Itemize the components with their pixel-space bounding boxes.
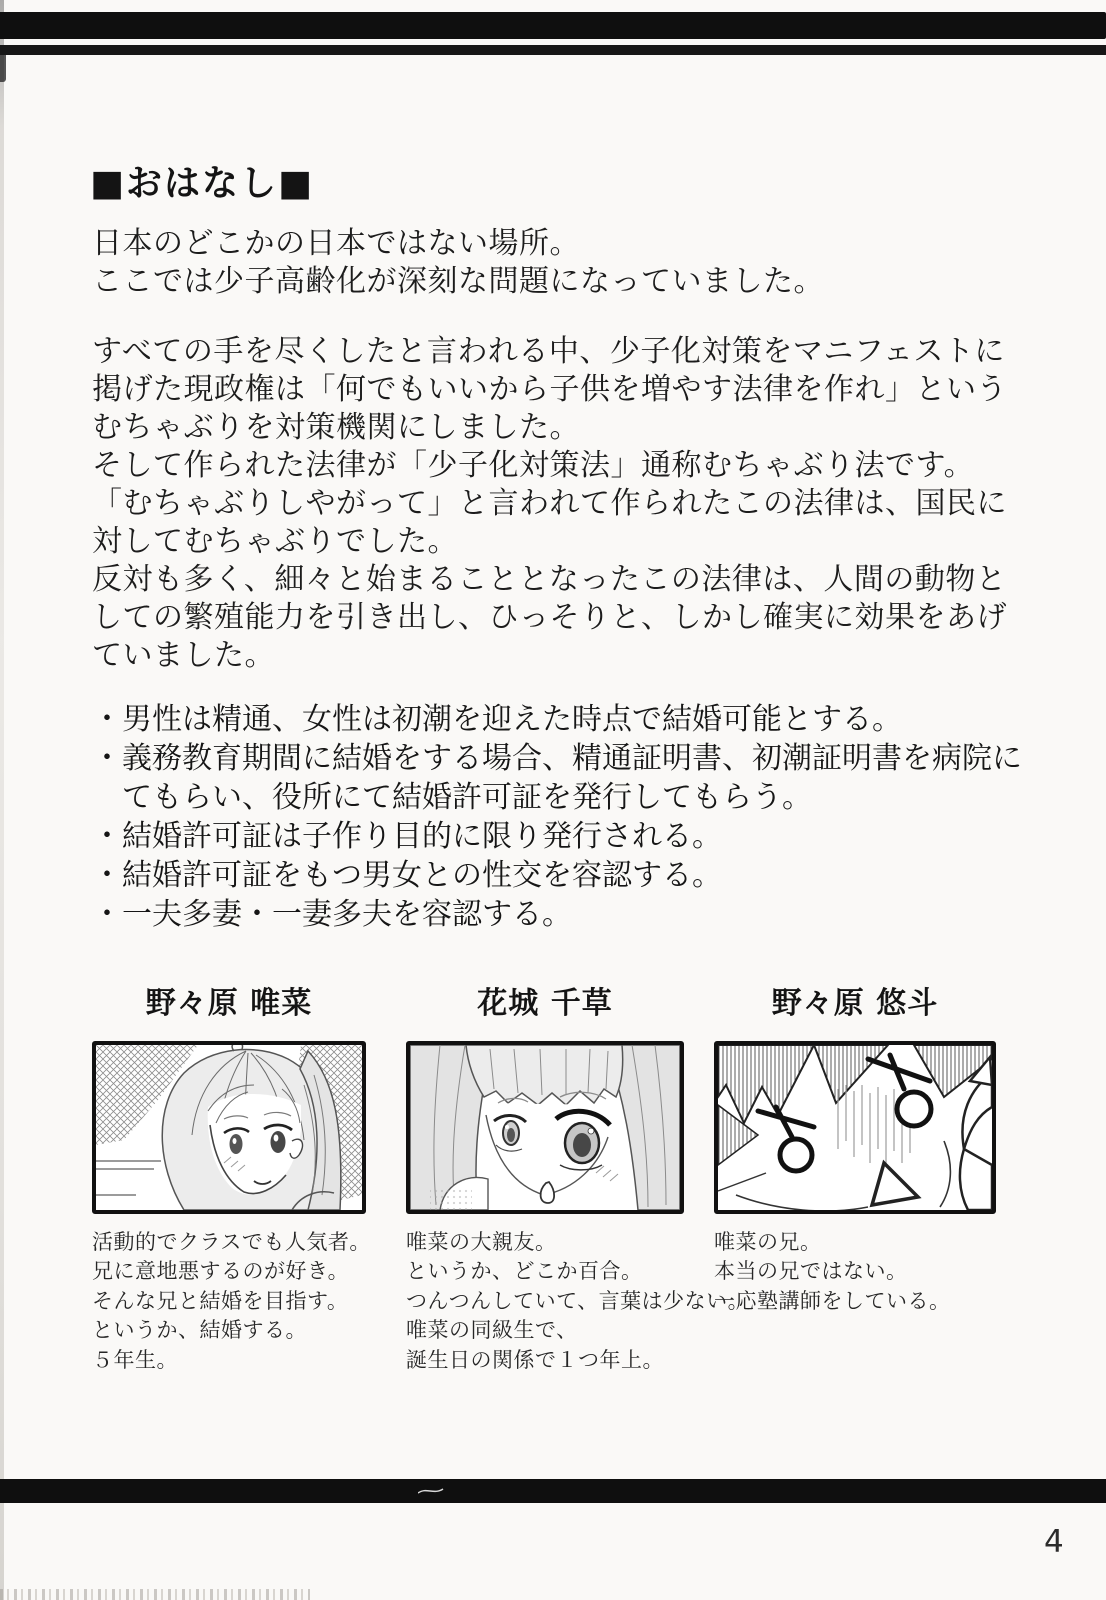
character-portrait-frame [714, 1041, 996, 1214]
character-card-chigusa [406, 978, 750, 1375]
description-line: というか、結婚する。 [92, 1318, 307, 1343]
story-line: しての繁殖能力を引き出し、ひっそりと、しかし確実に効果をあげ [92, 600, 1007, 635]
rule-item [92, 700, 1026, 739]
rule-item [92, 739, 1026, 817]
scan-scratch-mark [418, 1487, 444, 1495]
story-line: すべての手を尽くしたと言われる中、少子化対策をマニフェストに [92, 334, 1005, 369]
description-line: ５年生。 [92, 1347, 178, 1372]
rule-text: 結婚許可証は子作り目的に限り発行される。 [122, 819, 722, 854]
story-line: むちゃぶりを対策機関にしました。 [92, 410, 580, 445]
rule-item [92, 817, 1026, 856]
rules-list [92, 700, 1026, 934]
story-line: 掲げた現政権は「何でもいいから子供を増やす法律を作れ」という [92, 372, 1007, 407]
rule-item [92, 856, 1026, 895]
page-title: ■おはなし■ [90, 163, 315, 204]
page-left-edge-shadow [0, 0, 4, 1600]
yuina-portrait-art [96, 1045, 362, 1210]
chigusa-portrait-art [410, 1045, 680, 1210]
rule-text: 義務教育期間に結婚をする場合、精通証明書、初潮証明書を病院にてもらい、役所にて結婚許可証を発行してもらう。 [122, 741, 1022, 815]
bullet-marker: ・ [92, 741, 122, 776]
character-description [714, 1228, 996, 1316]
rule-item [92, 895, 1026, 934]
header-bar-thick [0, 12, 1106, 39]
description-line: 活動的でクラスでも人気者。 [92, 1230, 371, 1254]
story-line: 日本のどこかの日本ではない場所。 [92, 226, 580, 261]
yuuto-portrait-art [718, 1045, 992, 1210]
character-name: 花城 千草 [477, 986, 613, 1021]
description-line: 本当の兄ではない。 [714, 1259, 908, 1284]
story-line: 「むちゃぶりしやがって」と言われて作られたこの法律は、国民に [92, 486, 1007, 521]
description-line: 唯菜の兄。 [714, 1230, 822, 1254]
rule-text: 一夫多妻・一妻多夫を容認する。 [122, 897, 572, 932]
description-line: というか、どこか百合。 [406, 1259, 643, 1284]
bullet-marker: ・ [92, 858, 122, 893]
character-name: 野々原 悠斗 [771, 986, 939, 1021]
character-portrait-frame [406, 1041, 684, 1214]
story-body-paragraph [92, 333, 1007, 675]
description-line: 唯菜の大親友。 [406, 1230, 557, 1254]
rule-text: 結婚許可証をもつ男女との性交を容認する。 [122, 858, 722, 893]
character-card-yuuto [714, 978, 996, 1316]
bullet-marker: ・ [92, 897, 122, 932]
story-line: ていました。 [92, 638, 275, 673]
description-line: 一応塾講師をしている。 [714, 1288, 951, 1313]
story-line: そして作られた法律が「少子化対策法」通称むちゃぶり法です。 [92, 448, 975, 483]
rule-text: 男性は精通、女性は初潮を迎えた時点で結婚可能とする。 [122, 702, 902, 737]
header-bar-thin [0, 45, 1106, 55]
character-description [406, 1228, 750, 1375]
description-line: 唯菜の同級生で、 [406, 1318, 578, 1343]
page-number: 4 [1044, 1524, 1064, 1560]
character-name: 野々原 唯菜 [145, 986, 313, 1021]
bullet-marker: ・ [92, 819, 122, 854]
description-line: そんな兄と結婚を目指す。 [92, 1288, 349, 1313]
story-line: ここでは少子高齢化が深刻な問題になっていました。 [92, 264, 824, 299]
character-card-yuina [92, 978, 371, 1375]
scan-noise-strip [0, 1589, 310, 1600]
description-line: 兄に意地悪するのが好き。 [92, 1259, 350, 1284]
footer-bar [0, 1479, 1106, 1503]
story-line: 反対も多く、細々と始まることとなったこの法律は、人間の動物と [92, 562, 1007, 597]
character-description [92, 1228, 371, 1375]
description-line: つんつんしていて、言葉は少ない。 [406, 1288, 750, 1313]
bullet-marker: ・ [92, 702, 122, 737]
character-portrait-frame [92, 1041, 366, 1214]
description-line: 誕生日の関係で１つ年上。 [406, 1347, 664, 1372]
story-intro-paragraph [92, 225, 824, 301]
story-line: 対してむちゃぶりでした。 [92, 524, 458, 559]
